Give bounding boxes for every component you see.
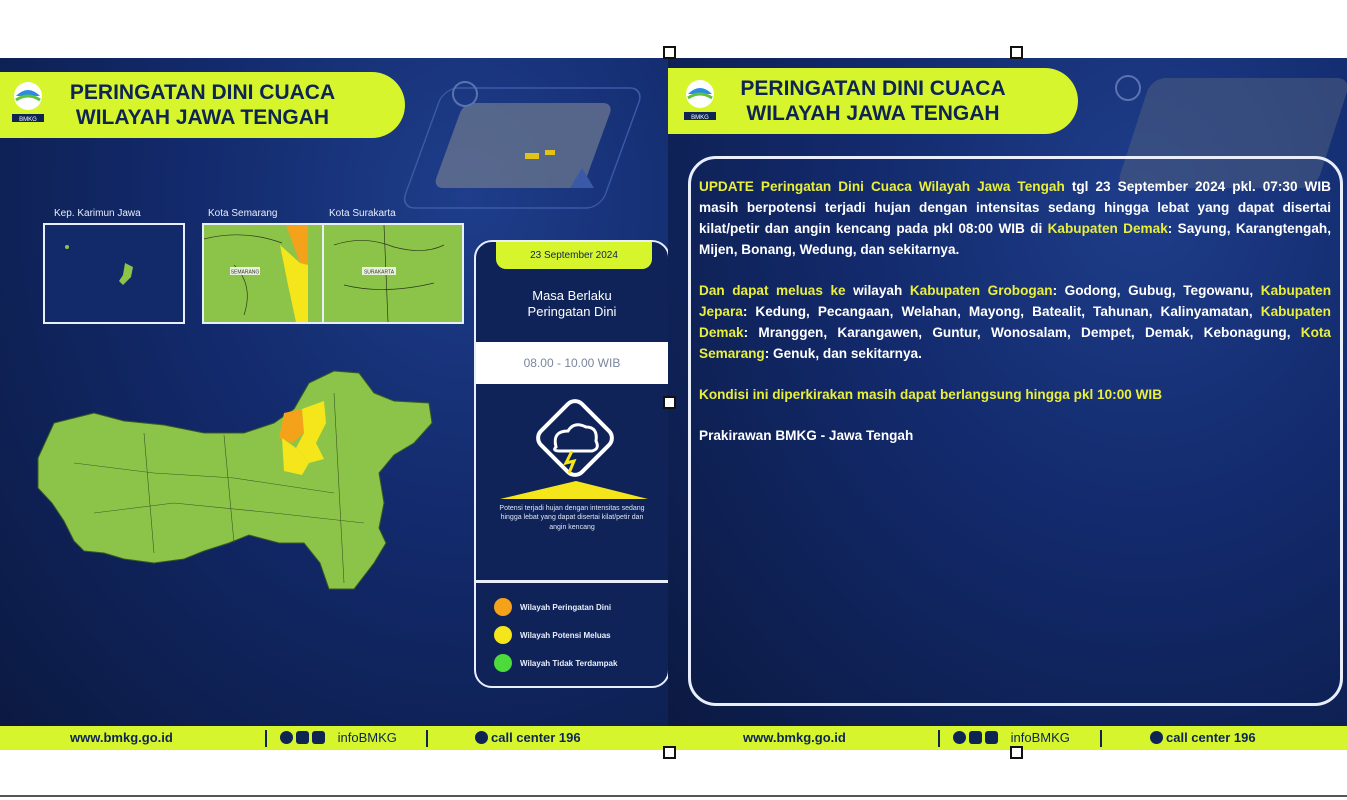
- logo-text: BMKG: [19, 117, 37, 123]
- yellow-dot-icon: [494, 626, 512, 644]
- central-java-map: [34, 363, 439, 603]
- semarang-inner-label: SEMARANG: [230, 269, 260, 276]
- body-text: : Godong, Gubug, Tegowanu,: [1052, 283, 1261, 298]
- footer-divider: [938, 730, 940, 747]
- legend-label: Wilayah Peringatan Dini: [520, 602, 612, 612]
- body-text: : Mranggen, Karangawen, Guntur, Wonosalam, Dempet, Demak, Kebonagung,: [743, 325, 1301, 340]
- call-center[interactable]: [1150, 726, 1256, 750]
- left-infographic-panel[interactable]: [0, 58, 668, 750]
- social-handle[interactable]: infoBMKG: [1010, 730, 1070, 745]
- highlight-text: Kota Semarang: [699, 325, 1331, 361]
- body-text: : Sayung, Karangtengah, Mijen, Bonang, Wedung, dan sekitarnya.: [699, 221, 1331, 257]
- resize-handle-top-middle[interactable]: [1010, 46, 1023, 59]
- title-line-1: PERINGATAN DINI CUACA: [69, 81, 336, 104]
- highlight-text: Dan dapat meluas ke: [699, 283, 846, 298]
- website-link[interactable]: www.bmkg.go.id: [743, 730, 846, 745]
- title-line-2: WILAYAH JAWA TENGAH: [746, 102, 1000, 126]
- decorative-device-illustration: [395, 58, 665, 248]
- validity-time: 08.00 - 10.00 WIB: [476, 342, 668, 384]
- page-title: [0, 72, 405, 138]
- footer-divider: [426, 730, 428, 747]
- resize-handle-middle-left[interactable]: [663, 396, 676, 409]
- page-title: [668, 68, 1078, 134]
- highlight-text: Kabupaten Demak: [699, 304, 1331, 340]
- footer-divider: [1100, 730, 1102, 747]
- bottom-border: [0, 795, 1347, 797]
- body-text: wilayah: [845, 283, 910, 298]
- legend-divider: [476, 580, 668, 583]
- phone-icon: [475, 731, 488, 744]
- green-dot-icon: [494, 654, 512, 672]
- title-line-1: PERINGATAN DINI CUACA: [740, 77, 1006, 100]
- date-badge: 23 September 2024: [496, 242, 652, 269]
- thumb-label-surakarta: Kota Surakarta: [329, 208, 396, 219]
- instagram-icon[interactable]: [969, 731, 982, 744]
- warning-description: Potensi terjadi hujan dengan intensitas sedang hingga lebat yang dapat disertai kilat/petir dan angin kencang: [499, 505, 645, 531]
- highlight-text: Kabupaten Jepara: [699, 283, 1332, 319]
- twitter-icon[interactable]: [280, 731, 293, 744]
- phone-icon: [1150, 731, 1163, 744]
- validity-label-line-2: Peringatan Dini: [527, 304, 617, 320]
- thumb-map-karimun: [43, 223, 185, 324]
- legend-label: Wilayah Tidak Terdampak: [520, 658, 618, 668]
- surakarta-inner-label: SURAKARTA: [363, 269, 395, 276]
- highlight-text: Kabupaten Grobogan: [909, 283, 1053, 298]
- instagram-icon[interactable]: [296, 731, 309, 744]
- youtube-icon[interactable]: [985, 731, 998, 744]
- bmkg-logo-icon: [680, 78, 720, 122]
- social-group: [280, 726, 397, 750]
- warning-paragraph-1: [699, 176, 1331, 260]
- warning-info-card: [474, 240, 668, 688]
- warning-paragraph-2: [699, 280, 1331, 364]
- legend-label: Wilayah Potensi Meluas: [520, 630, 611, 640]
- footer-divider: [265, 730, 267, 747]
- right-footer: [668, 726, 1347, 750]
- call-center[interactable]: [475, 726, 581, 750]
- thumb-label-karimun: Kep. Karimun Jawa: [54, 208, 141, 219]
- resize-handle-top-left[interactable]: [663, 46, 676, 59]
- highlight-text: UPDATE Peringatan Dini Cuaca Wilayah Jawa Tengah: [699, 179, 1065, 194]
- thumb-map-surakarta: [322, 223, 464, 324]
- body-text: tgl 23 September 2024 pkl. 07:30 WIB masih berpotensi terjadi hujan dengan intensitas sedang hingga lebat yang dapat disertai kilat/petir dan angin kencang pada pkl 08:00 WIB di: [699, 179, 1331, 236]
- twitter-icon[interactable]: [953, 731, 966, 744]
- forecaster-signature: Prakirawan BMKG - Jawa Tengah: [699, 428, 914, 443]
- thumb-label-semarang: Kota Semarang: [208, 208, 278, 219]
- highlight-text: Kabupaten Demak: [1047, 221, 1168, 236]
- title-line-2: WILAYAH JAWA TENGAH: [75, 106, 330, 130]
- body-text: : Kedung, Pecangaan, Welahan, Mayong, Batealit, Tahunan, Kalinyamatan,: [742, 304, 1261, 319]
- validity-label: [476, 288, 668, 321]
- social-handle[interactable]: infoBMKG: [337, 730, 397, 745]
- warning-body: [699, 176, 1331, 466]
- orange-dot-icon: [494, 598, 512, 616]
- call-center-label: call center 196: [491, 730, 581, 745]
- resize-handle-bottom-middle[interactable]: [1010, 746, 1023, 759]
- karimun-island-shape: [45, 225, 183, 322]
- website-link[interactable]: www.bmkg.go.id: [70, 730, 173, 745]
- legend-item-warning: [494, 597, 611, 617]
- legend-item-unaffected: [494, 653, 617, 673]
- warning-paragraph-3: Kondisi ini diperkirakan masih dapat berlangsung hingga pkl 10:00 WIB: [699, 387, 1163, 402]
- resize-handle-bottom-left[interactable]: [663, 746, 676, 759]
- call-center-label: call center 196: [1166, 730, 1256, 745]
- youtube-icon[interactable]: [312, 731, 325, 744]
- logo-text: BMKG: [691, 115, 709, 121]
- thunderstorm-icon: [496, 397, 652, 507]
- validity-label-line-1: Masa Berlaku: [532, 288, 612, 303]
- legend-item-potential: [494, 625, 611, 645]
- bmkg-logo-icon: [8, 80, 48, 124]
- body-text: : Genuk, dan sekitarnya.: [764, 346, 922, 361]
- left-footer: [0, 726, 668, 750]
- surakarta-map-shape: [324, 225, 462, 322]
